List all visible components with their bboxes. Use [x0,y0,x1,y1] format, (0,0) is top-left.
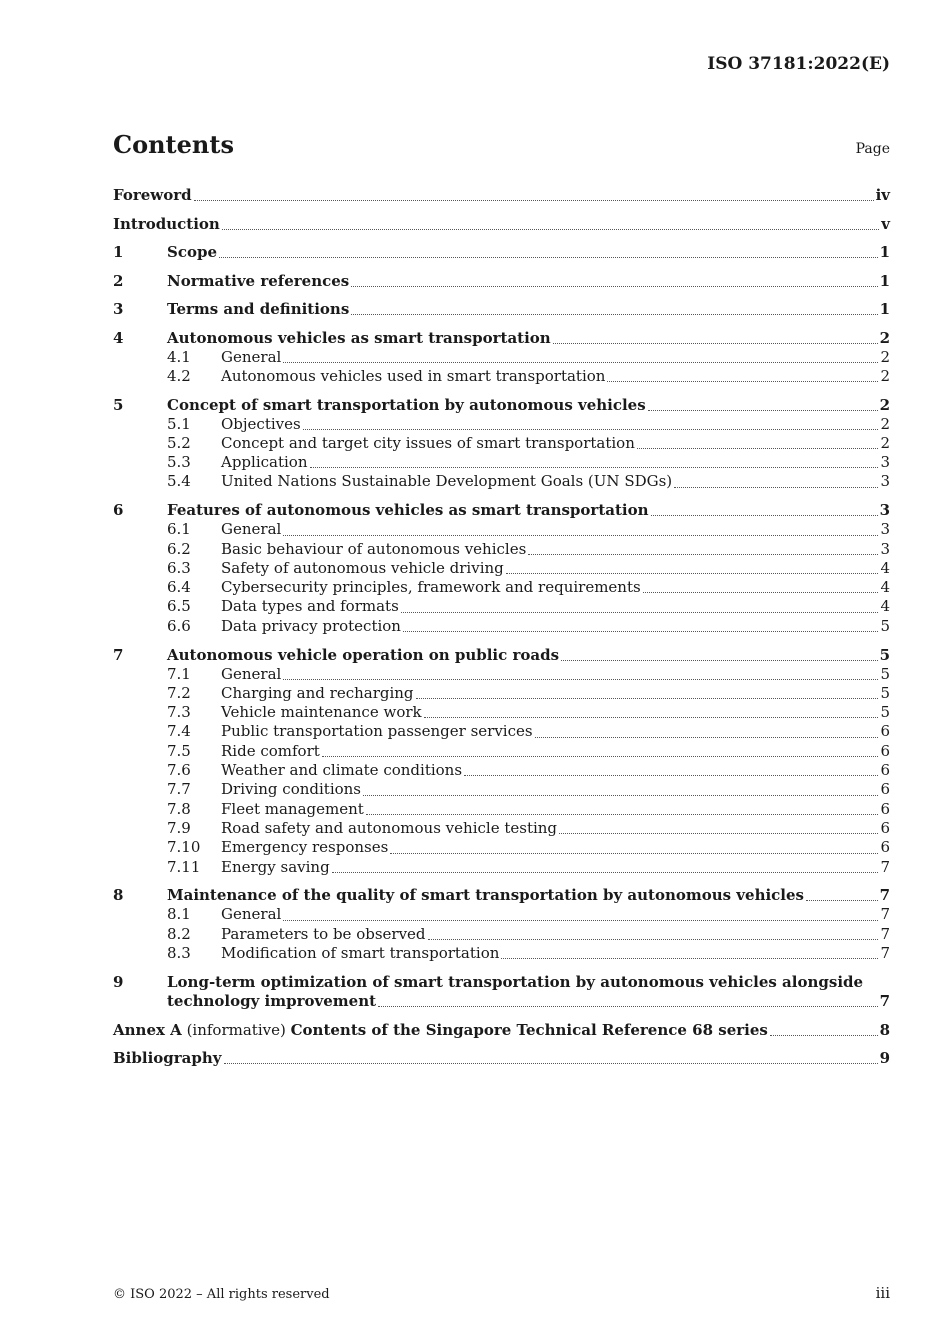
toc-page: 8 [879,1020,890,1039]
dot-leader [535,736,879,738]
toc-number: 7.10 [167,838,201,857]
toc-page: 6 [880,818,890,837]
toc-page: 5 [880,703,890,722]
contents-heading [113,130,890,159]
toc-page: 7 [880,943,890,962]
toc-label: General [221,664,282,683]
dot-leader [806,899,878,901]
toc-page: v [881,214,890,233]
toc-page: 2 [879,395,890,414]
toc-number: 7.9 [167,818,191,837]
toc-page: 6 [880,780,890,799]
dot-leader [224,1062,878,1064]
toc-number: 7.8 [167,799,191,818]
toc-page: 2 [880,366,890,385]
toc-page: 7 [880,924,890,943]
toc-number: 7.2 [167,683,191,702]
toc-page: 1 [879,271,890,290]
toc-number: 8.2 [167,924,191,943]
toc-page: 3 [880,453,890,472]
toc-number: 7.11 [167,857,201,876]
toc-number: 6.1 [167,520,191,539]
toc-label: Features of autonomous vehicles as smart transportation [167,501,649,520]
toc-label: Modification of smart transportation [221,943,500,962]
toc-entry-terms-definitions[interactable] [113,291,890,320]
toc-label: Objectives [221,414,301,433]
toc-label: Terms and definitions [167,300,350,318]
toc-label: Parameters to be observed [221,924,426,943]
toc-entry-bibliography[interactable] [113,1040,890,1069]
toc-number: 6.2 [167,539,191,558]
toc-label: Scope [167,243,218,261]
dot-leader [351,313,877,315]
dot-leader [559,832,878,834]
toc-subentry[interactable] [113,453,890,472]
toc-page: 6 [880,838,890,857]
dot-leader [222,228,879,230]
toc-subentry[interactable] [113,819,890,838]
toc-page: 2 [880,433,890,452]
toc-label: Bibliography [113,1049,222,1068]
toc-number: 7.1 [167,664,191,683]
toc-page: 1 [879,300,890,318]
toc-page: 5 [879,645,890,664]
toc-number: 7 [113,645,124,664]
toc-label: Data types and formats [221,597,399,616]
page-number: iii [875,1284,890,1302]
toc-subentry[interactable] [113,665,890,684]
dot-leader [219,256,878,258]
toc-label: Autonomous vehicle operation on public roads [167,645,560,664]
toc-number: 5.3 [167,453,191,472]
toc-number: 2 [113,271,124,290]
toc-subentry[interactable] [113,800,890,819]
toc-page: 6 [880,741,890,760]
toc-label: General [221,520,282,539]
dot-leader [283,534,878,536]
toc-subentry[interactable] [113,703,890,722]
toc-label: Road safety and autonomous vehicle testing [221,818,558,837]
toc-number: 5 [113,395,124,414]
toc-entry-section-7[interactable] [113,636,890,665]
toc-entry-scope[interactable] [113,234,890,263]
annex-informative: (informative) [181,1020,291,1039]
toc-subentry[interactable] [113,684,890,703]
toc-page: 5 [880,664,890,683]
toc-page: 2 [880,414,890,433]
toc-entry-section-6[interactable] [113,492,890,521]
toc-subentry[interactable] [113,858,890,877]
toc-number: 9 [113,972,124,991]
toc-label: Concept of smart transportation by autonomous vehicles [167,395,646,414]
dot-leader [428,938,879,940]
toc-page: 7 [880,905,890,924]
toc-number: 7.7 [167,780,191,799]
annex-prefix: Annex A [113,1020,182,1039]
toc-page: 3 [879,501,890,520]
toc-page: 6 [880,761,890,780]
dot-leader [403,630,878,632]
toc-page: iv [875,186,890,204]
toc-subentry[interactable] [113,617,890,636]
toc-subentry[interactable] [113,597,890,616]
toc-label: Basic behaviour of autonomous vehicles [221,539,527,558]
toc-number: 6.5 [167,597,191,616]
toc-label: Energy saving [221,857,330,876]
dot-leader [283,678,878,680]
dot-leader [366,813,879,815]
toc-page: 2 [880,347,890,366]
dot-leader [363,794,878,796]
toc-number: 7.6 [167,761,191,780]
toc-page: 5 [880,683,890,702]
dot-leader [553,342,878,344]
toc-page: 6 [880,799,890,818]
toc-entry-section-9[interactable] [113,963,890,992]
toc-page: 9 [879,1049,890,1068]
toc-entry-annex-a[interactable] [113,1011,890,1040]
toc-page: 7 [879,886,890,905]
dot-leader [351,285,877,287]
toc-entry-foreword[interactable] [113,186,890,205]
toc-page: 5 [880,616,890,635]
toc-subentry[interactable] [113,925,890,944]
dot-leader [283,919,878,921]
toc-subentry[interactable] [113,367,890,386]
toc-number: 4.1 [167,347,191,366]
toc-label-line2: technology improvement [167,991,377,1010]
toc-label: Application [221,453,308,472]
toc-number: 6 [113,501,124,520]
toc-page: 3 [880,472,890,491]
toc-label: Charging and recharging [221,683,414,702]
toc-label: Data privacy protection [221,616,401,635]
toc-number: 7.5 [167,741,191,760]
dot-leader [283,361,878,363]
toc-number: 6.3 [167,558,191,577]
toc-subentry[interactable] [113,761,890,780]
toc-number: 1 [113,243,124,261]
toc-label: Weather and climate conditions [221,761,463,780]
toc-entry-normative-references[interactable] [113,262,890,291]
toc-number: 5.2 [167,433,191,452]
toc-number: 5.1 [167,414,191,433]
dot-leader [378,1005,878,1007]
toc-page: 7 [879,991,890,1010]
dot-leader [390,852,878,854]
toc-page: 1 [879,243,890,261]
toc-number: 7.3 [167,703,191,722]
toc-subentry[interactable] [113,838,890,857]
toc-subentry[interactable] [113,520,890,539]
toc-subentry[interactable] [113,944,890,963]
toc-number: 4 [113,328,124,347]
dot-leader [303,428,879,430]
toc-subentry[interactable] [113,472,890,491]
toc-number: 8.3 [167,943,191,962]
dot-leader [528,553,878,555]
toc-page: 4 [880,578,890,597]
toc-number: 7.4 [167,722,191,741]
toc-page: 3 [880,520,890,539]
toc-subentry[interactable] [113,905,890,924]
dot-leader [607,380,878,382]
toc-number: 8.1 [167,905,191,924]
dot-leader [332,871,879,873]
dot-leader [322,755,879,757]
toc-label: Autonomous vehicles used in smart transportation [221,366,606,385]
toc-entry-introduction[interactable] [113,205,890,234]
annex-title: Contents of the Singapore Technical Reference 68 series [290,1020,768,1039]
toc-label: Vehicle maintenance work [221,703,422,722]
copyright-notice: © ISO 2022 – All rights reserved [113,1287,330,1302]
toc-subentry[interactable] [113,434,890,453]
toc-number: 3 [113,300,124,318]
toc-entry-section-5[interactable] [113,386,890,415]
toc-number: 6.4 [167,578,191,597]
dot-leader [401,611,879,613]
toc-label-line1: Long-term optimization of smart transportation by autonomous vehicles alongside [167,972,864,991]
toc-number: 4.2 [167,366,191,385]
toc-page: 2 [879,328,890,347]
toc-label: Autonomous vehicles as smart transportation [167,328,551,347]
toc-label: United Nations Sustainable Development Goals (UN SDGs) [221,472,673,491]
toc-label: Driving conditions [221,780,362,799]
dot-leader [424,716,879,718]
toc-entry-section-9-continued[interactable] [113,992,890,1011]
toc-entry-section-8[interactable] [113,877,890,906]
dot-leader [501,957,878,959]
toc-label: Normative references [167,271,350,290]
toc-subentry[interactable] [113,415,890,434]
toc-subentry[interactable] [113,348,890,367]
toc-page: 6 [880,722,890,741]
toc-label: General [221,347,282,366]
toc-label: Introduction [113,214,220,233]
toc-subentry[interactable] [113,559,890,578]
table-of-contents [113,186,890,1068]
toc-subentry[interactable] [113,540,890,559]
toc-label: Foreword [113,186,192,204]
toc-label: Concept and target city issues of smart transportation [221,433,635,452]
toc-label: Safety of autonomous vehicle driving [221,558,504,577]
toc-subentry[interactable] [113,780,890,799]
dot-leader [651,514,878,516]
page-footer [113,1284,890,1302]
toc-label: Public transportation passenger services [221,722,533,741]
toc-number: 5.4 [167,472,191,491]
toc-page: 4 [880,597,890,616]
document-id: ISO 37181:2022(E) [707,54,890,74]
toc-number: 8 [113,886,124,905]
toc-label: General [221,905,282,924]
dot-leader [416,697,879,699]
toc-label: Fleet management [221,799,364,818]
toc-number: 6.6 [167,616,191,635]
toc-label: Emergency responses [221,838,389,857]
toc-subentry[interactable] [113,578,890,597]
dot-leader [637,447,879,449]
toc-label: Maintenance of the quality of smart transportation by autonomous vehicles [167,886,804,905]
toc-label: Cybersecurity principles, framework and requirements [221,578,641,597]
dot-leader [770,1034,878,1036]
dot-leader [464,774,878,776]
dot-leader [561,659,878,661]
page-column-label: Page [855,141,890,157]
dot-leader [674,486,878,488]
dot-leader [506,572,879,574]
toc-page: 4 [880,558,890,577]
toc-page: 7 [880,857,890,876]
toc-subentry[interactable] [113,742,890,761]
dot-leader [194,199,874,201]
dot-leader [310,466,879,468]
toc-label: Ride comfort [221,741,320,760]
page-title: Contents [113,130,234,159]
toc-label [113,1021,768,1040]
toc-entry-section-4[interactable] [113,319,890,348]
dot-leader [643,591,879,593]
toc-page: 3 [880,539,890,558]
dot-leader [648,409,878,411]
toc-subentry[interactable] [113,722,890,741]
